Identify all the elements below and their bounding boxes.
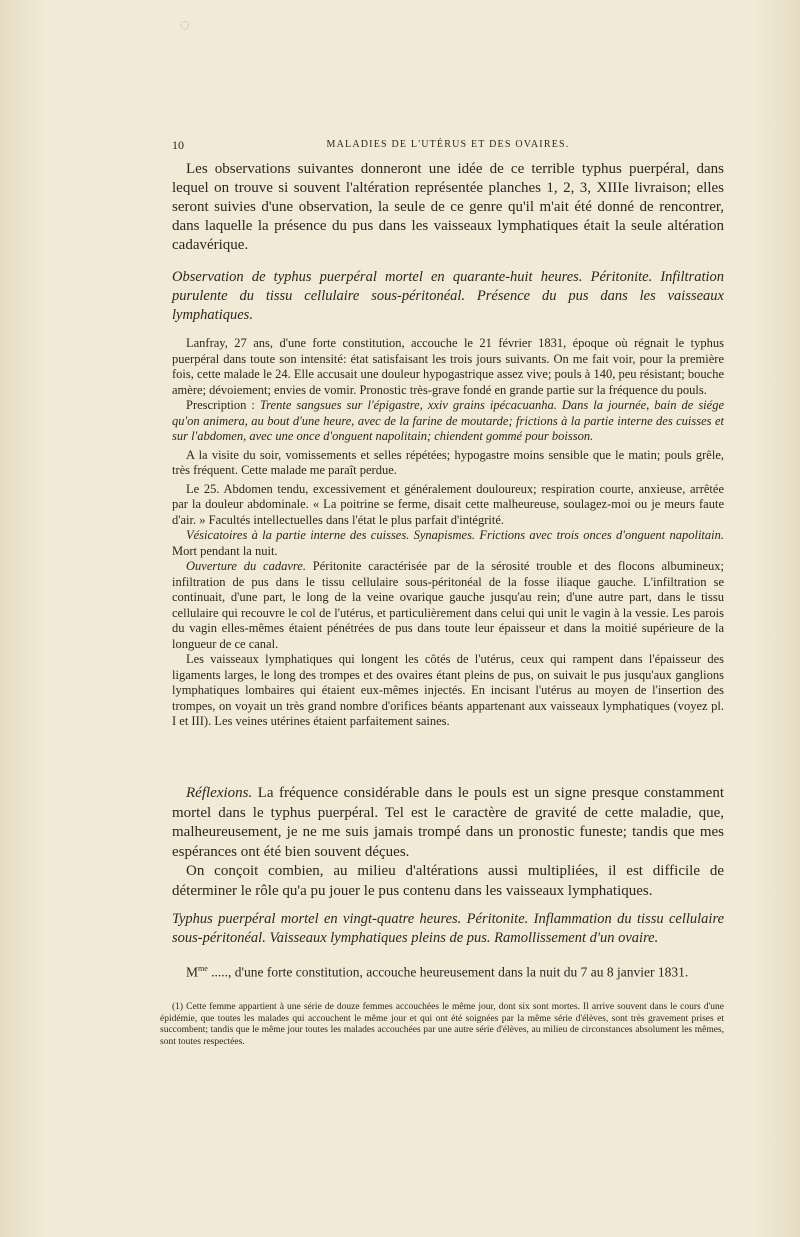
page-header (172, 138, 724, 152)
intro-paragraph: Les observations suivantes donneront une idée de ce terrible typhus puerpéral, dans lequel on trouve si souvent l'altération représentée planches 1, 2, 3, XIIIe livraison; elles seront suivies d'une observation, la seule de ce genre qu'il m'ait été donné de rencontrer, dans laquelle la présence du pus dans les vaisseaux lymphatiques était la seule altération cadavérique. (172, 161, 724, 253)
reflexions-section (172, 784, 724, 901)
page-number: 10 (172, 138, 184, 152)
intro-section (172, 160, 724, 255)
prescription-text: Trente sangsues sur l'épigastre, xxiv grains ipécacuanha. Dans la journée, bain de siége qu'on animera, au bout d'une heure, avec de la farine de moutarde; frictions à la partie interne des cuisses et sur l'abdomen, avec une once d'onguent napolitain; chiendent gommé pour boisson. (172, 398, 724, 443)
observation-1-title: Observation de typhus puerpéral mortel en quarante-huit heures. Péritonite. Infiltration purulente du tissu cellulaire sous-péritonéal. Présence du pus dans les vaisseaux lymphatiques. (172, 269, 724, 323)
observation-2-text: ....., d'une forte constitution, accouche heureusement dans la nuit du 7 au 8 janvier 1831. (207, 964, 689, 980)
observation-2-opening (172, 960, 724, 981)
footnote (160, 1002, 724, 1048)
patient-title-sup: me (198, 964, 208, 973)
treatment-text: Vésicatoires à la partie interne des cuisses. Synapismes. Frictions avec trois onces d'onguent napolitain. (186, 528, 724, 542)
prescription-label: Prescription : (186, 398, 260, 412)
observation-1-body (172, 336, 724, 730)
observation-2-title: Typhus puerpéral mortel en vingt-quatre heures. Péritonite. Inflammation du tissu cellulaire sous-péritonéal. Vaisseaux lymphatiques pleins de pus. Ramollissement d'un ovaire. (172, 911, 724, 946)
case-paragraph-7: Les vaisseaux lymphatiques qui longent les côtés de l'utérus, ceux qui rampent dans l'épaisseur des ligaments larges, le long des trompes et des ovaires étant pleins de pus, on suivait le pus jusqu'aux ganglions lymphatiques lombaires qui étaient eux-mêmes injectés. En incisant l'utérus au moyen de l'insertion des trompes, on voyait un très grand nombre d'orifices béants appartenant aux vaisseaux lymphatiques (voyez pl. I et III). Les veines utérines étaient parfaitement saines. (172, 652, 724, 728)
case-paragraph-1: Lanfray, 27 ans, d'une forte constitution, accouche le 21 février 1831, époque où régnait le typhus puerpéral dans toute son intensité: état satisfaisant les trois jours suivants. On me fait voir, pour la première fois, cette malade le 24. Elle accusait une douleur hypogastrique assez vive; pouls à 140, peu résistant; bouche amère; dévoiement; envies de vomir. Pronostic très-grave fondé en grande partie sur la fréquence du pouls. (172, 336, 724, 397)
paper-blemish: ◌ (180, 18, 190, 31)
autopsy-text: Péritonite caractérisée par de la sérosité trouble et des flocons albumineux; infiltration de pus dans le tissu cellulaire sous-péritonéal de la fosse iliaque gauche. L'infiltration se continuait, d'une part, le long de la veine ovarique gauche jusqu'au rein; d'une autre part, dans le tissu cellulaire qui recouvre le col de l'utérus, et particulièrement dans celui qui unit le vagin à la vessie. Les parois du vagin elles-mêmes étaient pénétrées de pus dans toute leur épaisseur et dans la moitié supérieure de la longueur de ce canal. (172, 559, 724, 651)
case-paragraph-autopsy (172, 559, 724, 652)
case-paragraph-5 (172, 528, 724, 559)
footnote-text: (1) Cette femme appartient à une série de douze femmes accouchées le même jour, dont six sont mortes. Il arrive souvent dans le cours d'une épidémie, que toutes les malades qui accouchent le même jour et qui ont été soignées par la même série d'élèves, sont très gravement prises et succombent; tandis que le même jour toutes les malades accouchées par une autre série d'élèves, au milieu de circonstances absolument les mêmes, sont toutes respectées. (160, 1002, 724, 1047)
patient-title: M (186, 964, 199, 980)
reflexions-label: Réflexions. (186, 785, 253, 801)
reflexions-paragraph-2: On conçoit combien, au milieu d'altérations aussi multipliées, il est difficile de déterminer le rôle qu'a pu jouer le pus contenu dans les vaisseaux lymphatiques. (172, 863, 724, 899)
reflexions-paragraph-1 (172, 784, 724, 862)
autopsy-label: Ouverture du cadavre. (186, 559, 306, 573)
case-paragraph-3: A la visite du soir, vomissements et selles répétées; hypogastre moins sensible que le matin; pouls grêle, très fréquent. Cette malade me paraît perdue. (172, 447, 724, 477)
case-paragraph-prescription (172, 398, 724, 445)
reflexions-text: La fréquence considérable dans le pouls est un signe presque constamment mortel dans le typhus puerpéral. Tel est le caractère de gravité de cette maladie, que, malheureusement, je ne me suis jamais trompé dans un pronostic funeste; tandis que mes espérances ont été bien souvent déçues. (172, 785, 724, 860)
running-head: MALADIES DE L'UTÉRUS ET DES OVAIRES. (326, 139, 570, 150)
case-paragraph-4: Le 25. Abdomen tendu, excessivement et généralement douloureux; respiration courte, anxieuse, arrêtée par la douleur abdominale. « La poitrine se ferme, disait cette malheureuse, soulagez-moi ou je meurs faute d'air. » Facultés intellectuelles dans l'état le plus parfait d'intégrité. (172, 481, 724, 527)
death-note: Mort pendant la nuit. (172, 543, 278, 558)
